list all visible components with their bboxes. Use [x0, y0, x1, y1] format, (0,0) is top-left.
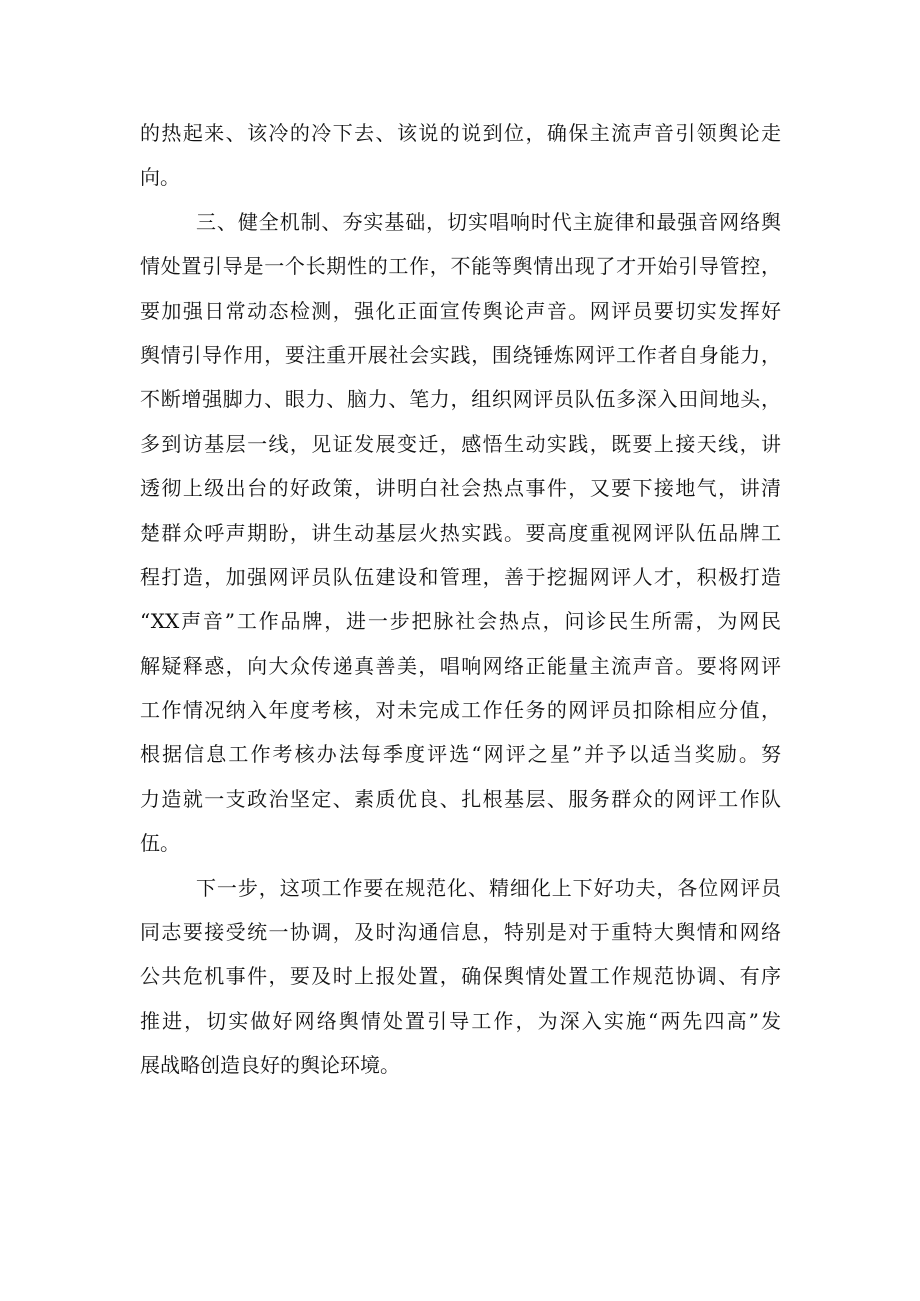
- text-line: 力造就一支政治坚定、素质优良、扎根基层、服务群众的网评工作队: [140, 786, 781, 811]
- text-line: 程打造，加强网评员队伍建设和管理，善于挖掘网评人才，积极打造: [140, 564, 781, 589]
- text-line: 透彻上级出台的好政策，讲明白社会热点事件，又要下接地气，讲清: [140, 476, 781, 501]
- text-line: 展战略创造良好的舆论环境。: [140, 1053, 400, 1078]
- document-page: [140, 111, 781, 1088]
- text-line: 根据信息工作考核办法每季度评选“网评之星”并予以适当奖励。努: [140, 742, 781, 767]
- text-line: 多到访基层一线，见证发展变迁，感悟生动实践，既要上接天线，讲: [140, 431, 781, 456]
- text-line: 解疑释惑，向大众传递真善美，唱响网络正能量主流声音。要将网评: [140, 653, 781, 678]
- text-line: 的热起来、该冷的冷下去、该说的说到位，确保主流声音引领舆论走: [140, 121, 781, 145]
- text-line: 向。: [140, 165, 180, 190]
- text-line: 推进，切实做好网络舆情处置引导工作，为深入实施“两先四高”发: [140, 1008, 781, 1033]
- text-line: 公共危机事件，要及时上报处置，确保舆情处置工作规范协调、有序: [140, 964, 781, 989]
- text-line: 下一步，这项工作要在规范化、精细化上下好功夫，各位网评员: [196, 875, 781, 900]
- text-line: 情处置引导是一个长期性的工作，不能等舆情出现了才开始引导管控，: [140, 254, 781, 279]
- text-line: 工作情况纳入年度考核，对未完成工作任务的网评员扣除相应分值，: [140, 698, 781, 723]
- text-line: 伍。: [140, 831, 180, 856]
- text-line: 同志要接受统一协调，及时沟通信息，特别是对于重特大舆情和网络: [140, 920, 781, 945]
- text-line: 要加强日常动态检测，强化正面宣传舆论声音。网评员要切实发挥好: [140, 298, 781, 323]
- text-line: 不断增强脚力、眼力、脑力、笔力，组织网评员队伍多深入田间地头，: [140, 387, 781, 412]
- text-line: 舆情引导作用，要注重开展社会实践，围绕锤炼网评工作者自身能力，: [140, 342, 781, 367]
- paragraph-heading-line: 三、健全机制、夯实基础，切实唱响时代主旋律和最强音网络舆: [196, 209, 781, 234]
- text-line: 楚群众呼声期盼，讲生动基层火热实践。要高度重视网评队伍品牌工: [140, 520, 781, 545]
- text-line: “XX声音”工作品牌，进一步把脉社会热点，问诊民生所需，为网民: [140, 609, 781, 634]
